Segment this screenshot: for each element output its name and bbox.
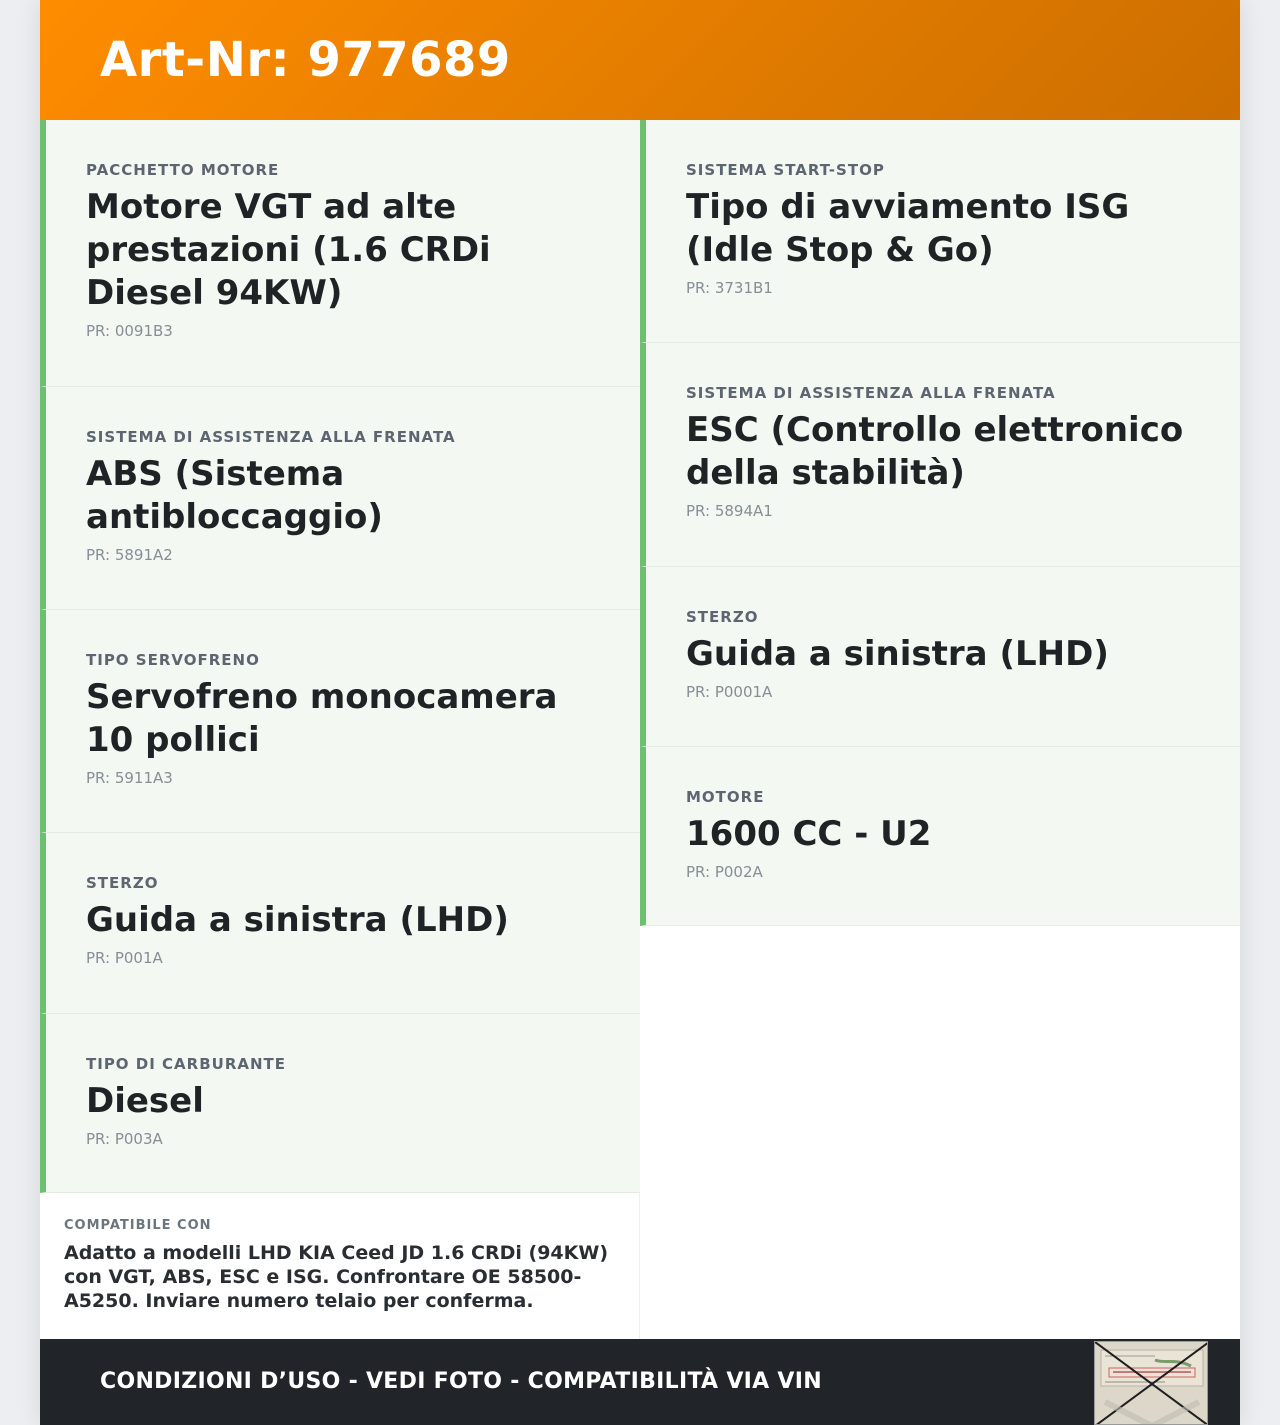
spec-pr-code: PR: 5911A3 xyxy=(86,769,173,787)
compatibility-label: COMPATIBILE CON xyxy=(64,1218,212,1233)
spec-value: Tipo di avviamento ISG (Idle Stop & Go) xyxy=(686,187,1130,270)
spec-label: MOTORE xyxy=(686,788,765,806)
spec-item xyxy=(640,343,1240,567)
compatibility-section xyxy=(40,1193,640,1339)
spec-pr-code: PR: P003A xyxy=(86,1130,163,1148)
spec-label: SISTEMA DI ASSISTENZA ALLA FRENATA xyxy=(86,428,456,446)
spec-value: ESC (Controllo elettronico della stabilità) xyxy=(686,410,1184,493)
spec-value: Guida a sinistra (LHD) xyxy=(86,900,509,940)
spec-item xyxy=(40,387,640,610)
spec-pr-code: PR: 0091B3 xyxy=(86,322,173,340)
spec-value: Diesel xyxy=(86,1081,204,1121)
footer-bar xyxy=(40,1339,1240,1425)
spec-item xyxy=(40,120,640,387)
spec-value: ABS (Sistema antibloccaggio) xyxy=(86,454,383,537)
spec-item xyxy=(640,567,1240,747)
spec-pr-code: PR: P001A xyxy=(86,949,163,967)
header-banner xyxy=(40,0,1240,120)
spec-label: TIPO SERVOFRENO xyxy=(86,651,260,669)
spec-value: Servofreno monocamera 10 pollici xyxy=(86,677,558,760)
spec-pr-code: PR: 5894A1 xyxy=(686,502,773,520)
spec-label: STERZO xyxy=(686,608,759,626)
spec-pr-code: PR: P0001A xyxy=(686,683,773,701)
spec-item xyxy=(40,1014,640,1193)
spec-label: SISTEMA DI ASSISTENZA ALLA FRENATA xyxy=(686,384,1056,402)
spec-pr-code: PR: P002A xyxy=(686,863,763,881)
spec-pr-code: PR: 5891A2 xyxy=(86,546,173,564)
label-photo-thumbnail-icon[interactable] xyxy=(1094,1341,1208,1425)
article-number-title: Art-Nr: 977689 xyxy=(100,32,511,88)
spec-item xyxy=(40,610,640,833)
spec-value: 1600 CC - U2 xyxy=(686,814,932,854)
spec-pr-code: PR: 3731B1 xyxy=(686,279,773,297)
spec-item xyxy=(640,747,1240,926)
product-sheet xyxy=(40,0,1240,1425)
spec-label: SISTEMA START-STOP xyxy=(686,161,885,179)
spec-label: PACCHETTO MOTORE xyxy=(86,161,280,179)
spec-column-right xyxy=(640,120,1240,926)
spec-label: TIPO DI CARBURANTE xyxy=(86,1055,287,1073)
photo-thumbnail-graphic xyxy=(1095,1342,1208,1425)
spec-value: Motore VGT ad alte prestazioni (1.6 CRDi Diesel 94KW) xyxy=(86,187,491,313)
spec-label: STERZO xyxy=(86,874,159,892)
spec-item xyxy=(640,120,1240,343)
spec-item xyxy=(40,833,640,1014)
spec-column-left xyxy=(40,120,640,1193)
footer-text: CONDIZIONI D’USO - VEDI FOTO - COMPATIBILITÀ VIA VIN xyxy=(100,1369,822,1394)
compatibility-text: Adatto a modelli LHD KIA Ceed JD 1.6 CRDi (94KW) con VGT, ABS, ESC e ISG. Confrontare OE 58500-A5250. Inviare numero telaio per conferma. xyxy=(64,1242,609,1312)
spec-value: Guida a sinistra (LHD) xyxy=(686,634,1109,674)
